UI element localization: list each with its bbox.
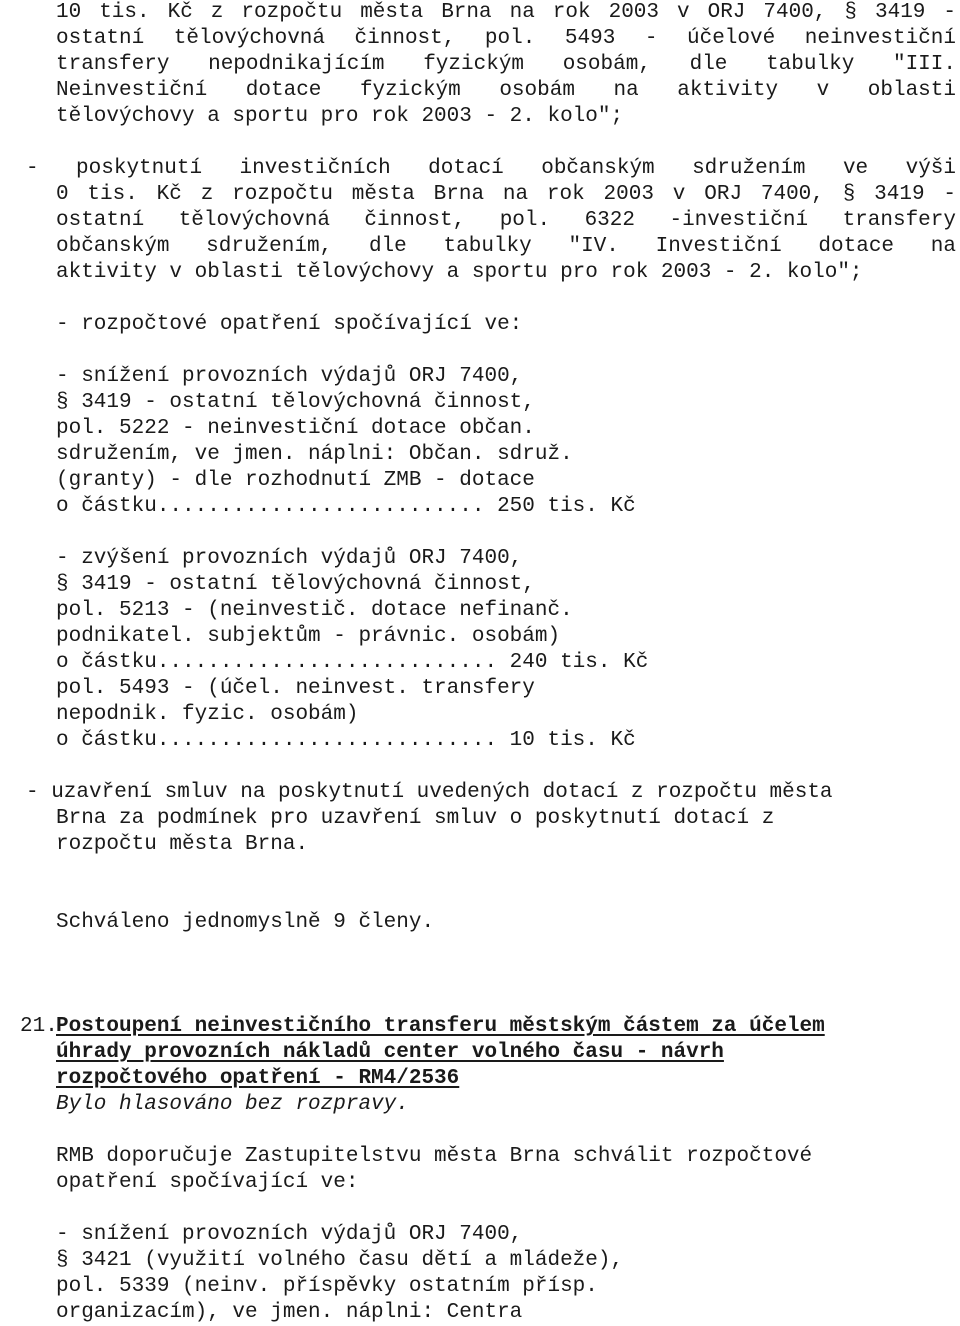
item-title-line: Postoupení neinvestičního transferu městským částem za účelem xyxy=(56,1015,825,1038)
item-number: 21. xyxy=(20,1015,58,1038)
text-line: - uzavření smluv na poskytnutí uvedených dotací z rozpočtu města xyxy=(26,781,833,804)
text-line: organizacím), ve jmen. náplni: Centra xyxy=(56,1301,523,1324)
text-line: - snížení provozních výdajů ORJ 7400, xyxy=(56,1223,523,1246)
text-line: ostatní tělovýchovná činnost, pol. 5493 - účelové neinvestiční xyxy=(56,27,956,50)
text-line: (granty) - dle rozhodnutí ZMB - dotace xyxy=(56,469,535,492)
text-line: Neinvestiční dotace fyzickým osobám na aktivity v oblasti xyxy=(56,79,956,102)
text-line: § 3419 - ostatní tělovýchovná činnost, xyxy=(56,573,535,596)
text-line: rozpočtu města Brna. xyxy=(56,833,309,856)
vote-note: Bylo hlasováno bez rozpravy. xyxy=(56,1093,409,1116)
text-line: aktivity v oblasti tělovýchovy a sportu pro rok 2003 - 2. kolo"; xyxy=(56,261,863,284)
text-line: RMB doporučuje Zastupitelstvu města Brna schválit rozpočtové xyxy=(56,1145,813,1168)
text-line: 0 tis. Kč z rozpočtu města Brna na rok 2003 v ORJ 7400, § 3419 - xyxy=(56,183,956,206)
text-line: sdružením, ve jmen. náplni: Občan. sdruž. xyxy=(56,443,573,466)
text-line: tělovýchovy a sportu pro rok 2003 - 2. kolo"; xyxy=(56,105,624,128)
text-line: podnikatel. subjektům - právnic. osobám) xyxy=(56,625,561,648)
text-line: pol. 5493 - (účel. neinvest. transfery xyxy=(56,677,535,700)
text-line: - poskytnutí investičních dotací občanským sdružením ve výši xyxy=(26,157,956,180)
text-line: § 3421 (využití volného času dětí a mládeže), xyxy=(56,1249,624,1272)
text-line: o částku........................... 240 tis. Kč xyxy=(56,651,649,674)
text-line: § 3419 - ostatní tělovýchovná činnost, xyxy=(56,391,535,414)
text-line: ostatní tělovýchovná činnost, pol. 6322 -investiční transfery xyxy=(56,209,956,232)
item-title-line: úhrady provozních nákladů center volného času - návrh xyxy=(56,1041,724,1064)
text-line: - zvýšení provozních výdajů ORJ 7400, xyxy=(56,547,523,570)
item-title-line: rozpočtového opatření - RM4/2536 xyxy=(56,1067,460,1090)
text-line: - rozpočtové opatření spočívající ve: xyxy=(56,313,523,336)
text-line: Brna za podmínek pro uzavření smluv o poskytnutí dotací z xyxy=(56,807,775,830)
text-line: pol. 5339 (neinv. příspěvky ostatním přísp. xyxy=(56,1275,598,1298)
text-line: pol. 5222 - neinvestiční dotace občan. xyxy=(56,417,535,440)
text-line: o částku.......................... 250 tis. Kč xyxy=(56,495,636,518)
approval-note: Schváleno jednomyslně 9 členy. xyxy=(56,911,435,934)
text-line: 10 tis. Kč z rozpočtu města Brna na rok 2003 v ORJ 7400, § 3419 - xyxy=(56,1,956,24)
text-line: - snížení provozních výdajů ORJ 7400, xyxy=(56,365,523,388)
text-line: transfery nepodnikajícím fyzickým osobám, dle tabulky "III. xyxy=(56,53,956,76)
text-line: pol. 5213 - (neinvestič. dotace nefinanč. xyxy=(56,599,573,622)
text-line: o částku........................... 10 tis. Kč xyxy=(56,729,636,752)
text-line: občanským sdružením, dle tabulky "IV. Investiční dotace na xyxy=(56,235,956,258)
text-line: opatření spočívající ve: xyxy=(56,1171,359,1194)
text-line: nepodnik. fyzic. osobám) xyxy=(56,703,359,726)
